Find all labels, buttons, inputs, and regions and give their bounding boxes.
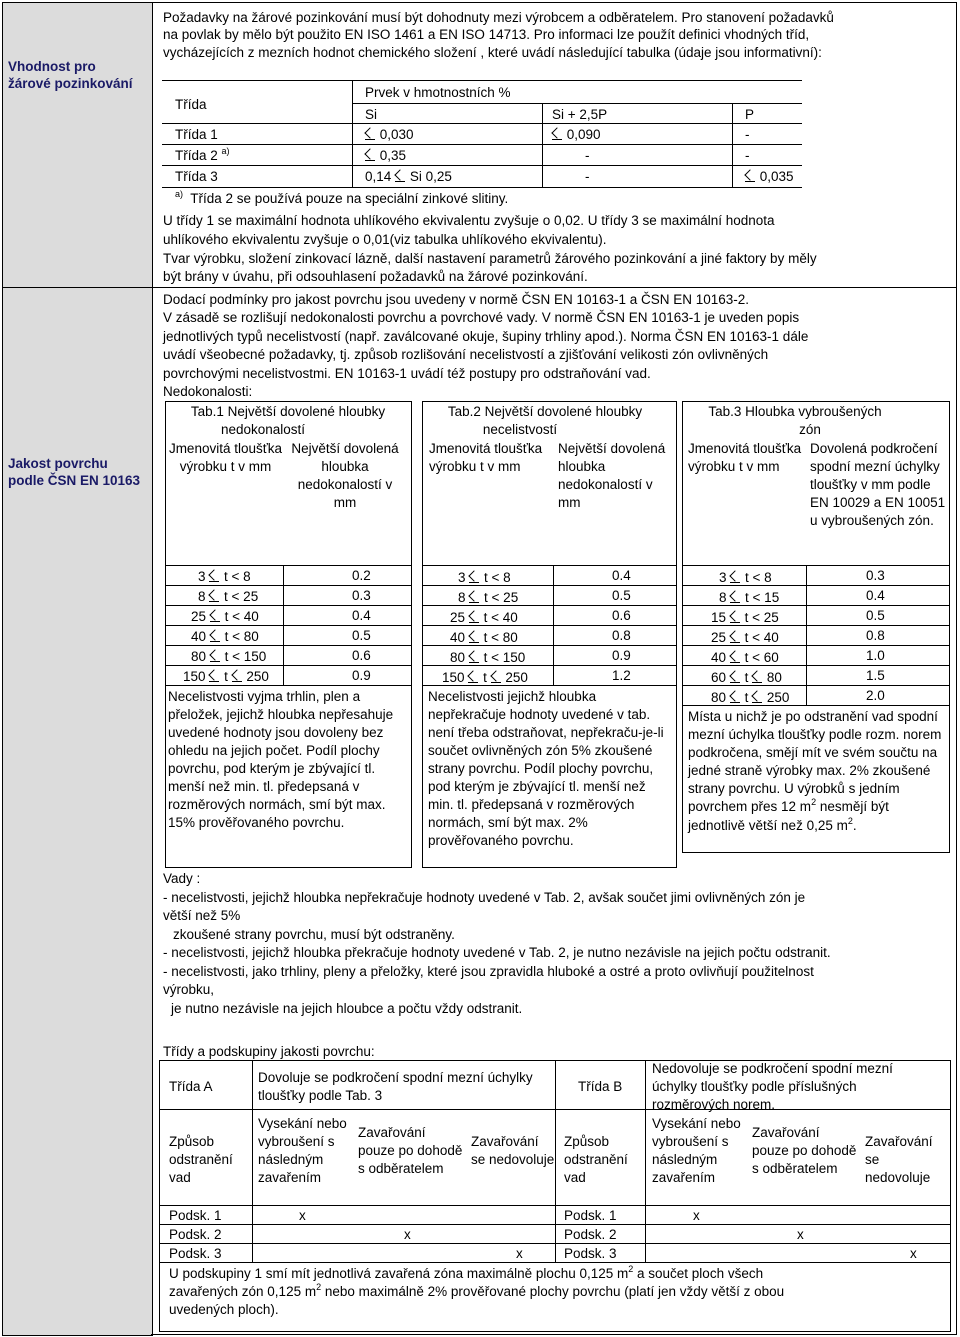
tab1-value: 0.5 (352, 628, 371, 643)
trida-a-desc: Dovoluje se podkročení spodní mezní úchylky tloušťky podle Tab. 3 (258, 1070, 533, 1103)
vady-line-4: - necelistvosti, jejichž hloubka překračuje hodnoty uvedené v Tab. 2, je nutno nezávisle na jejich počtu odstranit. (163, 945, 831, 960)
le-icon (232, 670, 243, 682)
chem-header: Prvek v hmotnostních % (365, 85, 511, 100)
mark-x: x (299, 1208, 306, 1223)
tab1-value: 0.6 (352, 648, 371, 663)
tab2-row: 8 t < 25 (458, 590, 519, 605)
tab2-row: 80 t < 150 (450, 650, 526, 665)
section-label-jakost: Jakost povrchu podle ČSN EN 10163 (8, 456, 141, 488)
jakost-line-1: Dodací podmínky pro jakost povrchu jsou uvedeny v normě ČSN EN 10163-1 a ČSN EN 10163-2. (163, 292, 750, 307)
tab3-header-right: Dovolená podkročení spodní mezní úchylky tloušťky v mm podle EN 10029 a EN 10051 u vybroušených zón. (810, 441, 946, 528)
tab3-value: 0.5 (866, 608, 885, 623)
chem-col-p: P (745, 107, 755, 122)
vady-line-5: - necelistvosti, jako trhliny, pleny a přeložky, které jsou zpravidla hluboké a ostré a proto ovlivňují použitelnost (163, 964, 814, 979)
tab2-value: 0.9 (612, 648, 631, 663)
mark-x: x (797, 1227, 804, 1242)
tab3-row: 40 t < 60 (711, 650, 779, 665)
zpusob-a: Způsob odstranění vad (169, 1134, 233, 1185)
vady-line-6: výrobku, (163, 982, 215, 997)
chem-row-2-trida: Třída 2 $^{a)}$ (175, 146, 230, 163)
vhodnost-note-4: být brány v úvahu, při odsouhlasení požadavků na žárové pozinkování. (163, 269, 588, 284)
le-icon (552, 128, 563, 140)
intro-line-2: na povlak by mělo být použito EN ISO 1461 a EN ISO 14713. Pro informaci lze použít definici vhodných tříd, (163, 27, 810, 42)
tab1-title-a: Tab.1 Největší dovolené hloubky (190, 404, 386, 419)
tab3-header-left: Jmenovitá tloušťka výrobku t v mm (688, 441, 802, 474)
vhodnost-note-3: Tvar výrobku, složení zinkovací lázně, další nastavení parametrů žárového pozinkování a jiné faktory by měly (163, 251, 817, 266)
vysekani-a: Vysekání nebo vybroušení s následným zavařením (258, 1116, 347, 1185)
tab1-header-left: Jmenovitá tloušťka výrobku t v mm (168, 441, 283, 474)
classes-footer-3: uvedených ploch). (169, 1302, 279, 1317)
le-icon (730, 691, 741, 703)
chem-row-1-si: 0,030 (365, 126, 414, 143)
le-icon (469, 571, 480, 583)
trida-b-desc: Nedovoluje se podkročení spodní mezní úchylky tloušťky podle příslušných rozměrových norem. (652, 1061, 893, 1112)
intro-line-3: vycházejících z mezních hodnot chemického složení , které uvádí následující tabulka (údaje jsou informativní): (163, 45, 822, 60)
le-icon (209, 590, 220, 602)
classes-footer-2: zavařených zón 0,125 $m^2$ nebo maximálně 2% prověřované plochy povrchu (platí jen vždy větší z obou (169, 1282, 785, 1299)
zavarovani-dohoda-a: Zavařování pouze po dohodě s odběratelem (358, 1125, 463, 1176)
chem-row-3-sip: - (585, 169, 590, 184)
chem-row-3-p: 0,035 (745, 168, 794, 185)
side-column-jakost (2, 287, 153, 1336)
chem-row-3-si: 0,14 Si 0,25 (365, 169, 452, 184)
tab3-row: 3 t < 8 (719, 570, 772, 585)
podsk-row-b: Podsk. 3 (564, 1246, 617, 1261)
le-icon (365, 128, 376, 140)
jakost-line-2: V zásadě se rozlišují nedokonalosti povrchu a povrchové vady. V normě ČSN EN 10163-1 je uveden popis (163, 310, 800, 325)
tab3-value: 1.0 (866, 648, 885, 663)
mark-x: x (910, 1246, 917, 1261)
mark-x: x (516, 1246, 523, 1261)
podsk-row-b: Podsk. 1 (564, 1208, 617, 1223)
classes-footer-1: U podskupiny 1 smí mít jednotlivá zavařená zóna maximálně plochu 0,125 $m^2$ a součet ploch všech (169, 1264, 764, 1281)
tab2-title-b: necelistvostí (482, 422, 558, 437)
tab2-row: 150 t 250 (442, 670, 528, 685)
tab2-row: 40 t < 80 (450, 630, 518, 645)
tab3-row: 15 t < 25 (711, 610, 779, 625)
le-icon (469, 631, 480, 643)
vady-line-1: - necelistvosti, jejichž hloubka nepřekračuje hodnoty uvedené v Tab. 2, avšak součet jimi ovlivněných zón je (163, 890, 806, 905)
jakost-line-3: jednotlivých typů necelistvostí (např. zaválcované okuje, šupiny trhliny apod.). Norma ČSN EN 10163-1 dále (163, 329, 809, 344)
vady-line-7: je nutno nezávisle na jejich hloubce a počtu vždy odstranit. (171, 1001, 523, 1016)
le-icon (752, 691, 763, 703)
zavarovani-dohoda-b: Zavařování pouze po dohodě s odběratelem (752, 1125, 857, 1176)
le-icon (730, 671, 741, 683)
tab1-row: 150 t 250 (183, 669, 269, 684)
le-icon (469, 611, 480, 623)
tab1-value: 0.4 (352, 608, 371, 623)
tab2-value: 0.6 (612, 608, 631, 623)
tab1-row: 80 t < 150 (191, 649, 267, 664)
le-icon (730, 631, 741, 643)
le-icon (730, 651, 741, 663)
jakost-line-6: Nedokonalosti: (163, 384, 253, 399)
tab3-row: 8 t < 15 (719, 590, 780, 605)
le-icon (210, 610, 221, 622)
chem-row-2-p: - (745, 148, 750, 163)
side-column-vhodnost (2, 2, 153, 288)
tab2-header-right: Největší dovolená hloubka nedokonalostí v mm (558, 441, 666, 510)
classes-title: Třídy a podskupiny jakosti povrchu: (163, 1044, 375, 1059)
jakost-line-5: povrchovými necelistvostmi. EN 10163-1 uvádí též postupy pro odstraňování vad. (163, 366, 651, 381)
vhodnost-note-1: U třídy 1 se maximální hodnota uhlíkového ekvivalentu zvyšuje o 0,02. U třídy 3 se maximální hodnota (163, 213, 775, 228)
vady-line-3: zkoušené strany povrchu, musí být odstraněny. (173, 927, 455, 942)
zavarovani-ne-a: Zavařování se nedovoluje (471, 1134, 555, 1167)
tab2-value: 0.5 (612, 588, 631, 603)
le-icon (730, 571, 741, 583)
podsk-row-b: Podsk. 2 (564, 1227, 617, 1242)
tab1-value: 0.9 (352, 668, 371, 683)
le-icon (491, 671, 502, 683)
mark-x: x (693, 1208, 700, 1223)
mark-x: x (404, 1227, 411, 1242)
chem-row-3-trida: Třída 3 (175, 169, 218, 184)
tab2-row: 25 t < 40 (450, 610, 518, 625)
tab3-value: 0.4 (866, 588, 885, 603)
tab2-header-left: Jmenovitá tloušťka výrobku t v mm (429, 441, 543, 474)
chem-row-2-si: 0,35 (365, 147, 406, 164)
le-icon (365, 149, 376, 161)
vady-line-2: větší než 5% (163, 908, 241, 923)
le-icon (745, 170, 756, 182)
trida-b-label: Třída B (578, 1079, 623, 1094)
chem-row-1-trida: Třída 1 (175, 127, 218, 142)
le-icon (752, 671, 763, 683)
tab1-title-b: nedokonalostí (220, 422, 306, 437)
tab3-row: 25 t < 40 (711, 630, 779, 645)
tab1-value: 0.2 (352, 568, 371, 583)
section-label-vhodnost: Vhodnost pro žárové pozinkování (8, 59, 133, 91)
tab3-row: 60 t 80 (711, 670, 782, 685)
tab2-value: 0.8 (612, 628, 631, 643)
chem-col-si: Si (365, 107, 378, 122)
tab1-row: 25 t < 40 (191, 609, 259, 624)
le-icon (469, 651, 480, 663)
le-icon (468, 671, 479, 683)
tab3-title-b: zón (799, 422, 821, 437)
zavarovani-ne-b: Zavařování se nedovoluje (865, 1134, 933, 1185)
tab3-title-a: Tab.3 Hloubka vybroušených (708, 404, 882, 419)
chem-row-1-sip: 0,090 (552, 126, 601, 143)
tab3-value: 0.8 (866, 628, 885, 643)
le-icon (210, 630, 221, 642)
tab1-row: 40 t < 80 (191, 629, 259, 644)
chem-footnote: $^{a)}$ Třída 2 se používá pouze na speciální zinkové slitiny. (175, 189, 509, 206)
le-icon (210, 650, 221, 662)
tab1-row: 3 t < 8 (198, 569, 251, 584)
tab3-value: 0.3 (866, 568, 885, 583)
vysekani-b: Vysekání nebo vybroušení s následným zavařením (652, 1116, 741, 1185)
tab1-value: 0.3 (352, 588, 371, 603)
tab3-note: Místa u nichž je po odstranění vad spodní mezní úchylka tloušťky podle rozm. norem podkročena, smějí mít ve svém součtu na jedné straně výrobky max. 2% zkoušené strany povrchu. U výrobků s jedním povrchem přes 12 $m^2$ nesmějí být jednotlivě větší než 0,25 $m^2$. (688, 709, 942, 833)
chem-row-1-p: - (745, 127, 750, 142)
vady-title: Vady : (163, 871, 201, 886)
le-icon (730, 611, 741, 623)
chem-col-sip: Si + 2,5P (552, 107, 608, 122)
tab1-note: Necelistvosti vyjma trhlin, plen a přeložek, jejichž hloubka nepřesahuje uvedené hodnoty jsou dovoleny bez ohledu na jejich počet. Podíl plochy povrchu, pod kterým je zbývající tl. menší než min. tl. předepsaná v rozměrových normách, smí být max. 15% prověřovaného povrchu. (168, 689, 394, 830)
podsk-row-a: Podsk. 3 (169, 1246, 222, 1261)
tab1-header-right: Největší dovolená hloubka nedokonalostí v mm (291, 441, 399, 510)
tab2-value: 0.4 (612, 568, 631, 583)
podsk-row-a: Podsk. 2 (169, 1227, 222, 1242)
intro-line-1: Požadavky na žárové pozinkování musí být dohodnuty mezi výrobcem a odběratelem. Pro stanovení požadavků (163, 10, 834, 25)
podsk-row-a: Podsk. 1 (169, 1208, 222, 1223)
tab2-title-a: Tab.2 Největší dovolené hloubky (447, 404, 643, 419)
le-icon (395, 170, 406, 182)
jakost-line-4: uvádí všeobecné požadavky, tj. způsob rozlišování necelistvostí a zjišťování velikosti zón ovlivněných (163, 347, 769, 362)
le-icon (469, 591, 480, 603)
tab1-row: 8 t < 25 (198, 589, 259, 604)
tab3-value: 2.0 (866, 688, 885, 703)
le-icon (209, 670, 220, 682)
zpusob-b: Způsob odstranění vad (564, 1134, 628, 1185)
tab2-value: 1.2 (612, 668, 631, 683)
chem-row-2-sip: - (585, 148, 590, 163)
tab3-row: 80 t 250 (711, 690, 790, 705)
le-icon (209, 570, 220, 582)
tab2-note: Necelistvosti jejichž hloubka nepřekračuje hodnoty uvedené v tab. není třeba odstraňovat, nepřekraču-je-li součet ovlivněných zón 5% zkoušené strany povrchu. Podíl plochy povrchu, pod kterým je zbývající tl. menší než min. tl. předepsaná v rozměrových normách, smí být max. 2% prověřovaného povrchu. (428, 689, 664, 848)
vhodnost-note-2: uhlíkového ekvivalentu zvyšuje o 0,01(viz tabulka uhlíkového ekvivalentu). (163, 232, 607, 247)
tab2-row: 3 t < 8 (458, 570, 511, 585)
chem-col-trida: Třída (175, 97, 207, 112)
tab3-value: 1.5 (866, 668, 885, 683)
trida-a-label: Třída A (169, 1079, 213, 1094)
le-icon (730, 591, 741, 603)
